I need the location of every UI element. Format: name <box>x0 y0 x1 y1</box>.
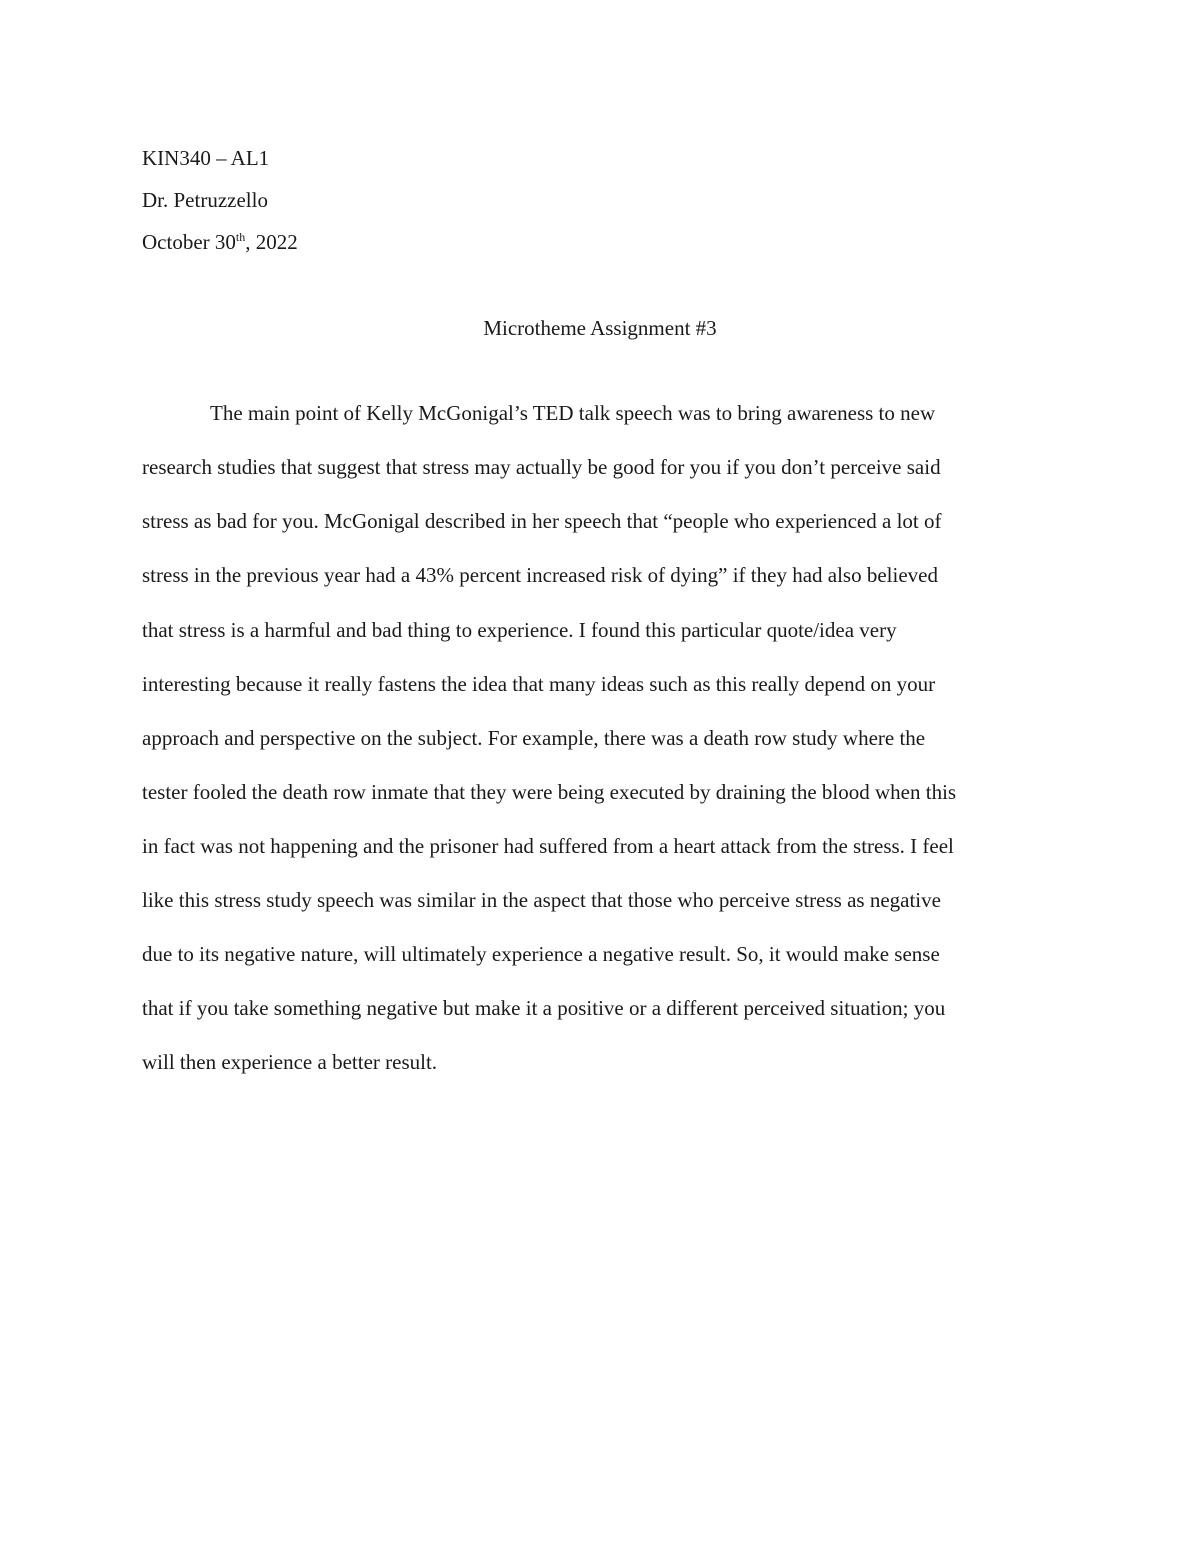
date-month-day: October 30 <box>142 230 236 254</box>
body-line: that stress is a harmful and bad thing to experience. I found this particular quote/idea very <box>142 618 897 642</box>
assignment-title: Microtheme Assignment #3 <box>483 316 717 340</box>
body-line: approach and perspective on the subject. For example, there was a death row study where the <box>142 726 926 750</box>
body-line: tester fooled the death row inmate that they were being executed by draining the blood when this <box>142 780 957 804</box>
body-line: stress as bad for you. McGonigal described in her speech that “people who experienced a lot of <box>142 509 942 533</box>
body-line: in fact was not happening and the prisoner had suffered from a heart attack from the stress. I feel <box>142 834 954 858</box>
body-line: interesting because it really fastens the idea that many ideas such as this really depend on your <box>142 672 936 696</box>
body-line: due to its negative nature, will ultimately experience a negative result. So, it would make sense <box>142 942 940 966</box>
body-line: The main point of Kelly McGonigal’s TED talk speech was to bring awareness to new <box>210 401 936 425</box>
instructor-name: Dr. Petruzzello <box>142 188 268 212</box>
course-code: KIN340 – AL1 <box>142 146 270 170</box>
date-year: , 2022 <box>245 230 298 254</box>
body-line: that if you take something negative but make it a positive or a different perceived situation; you <box>142 996 946 1020</box>
body-line: will then experience a better result. <box>142 1050 438 1074</box>
body-line: research studies that suggest that stress may actually be good for you if you don’t perceive said <box>142 455 941 479</box>
submission-date <box>142 229 298 255</box>
date-ordinal-suffix: th <box>235 230 246 244</box>
body-line: stress in the previous year had a 43% percent increased risk of dying” if they had also believed <box>142 563 938 587</box>
body-line: like this stress study speech was similar in the aspect that those who perceive stress as negative <box>142 888 941 912</box>
